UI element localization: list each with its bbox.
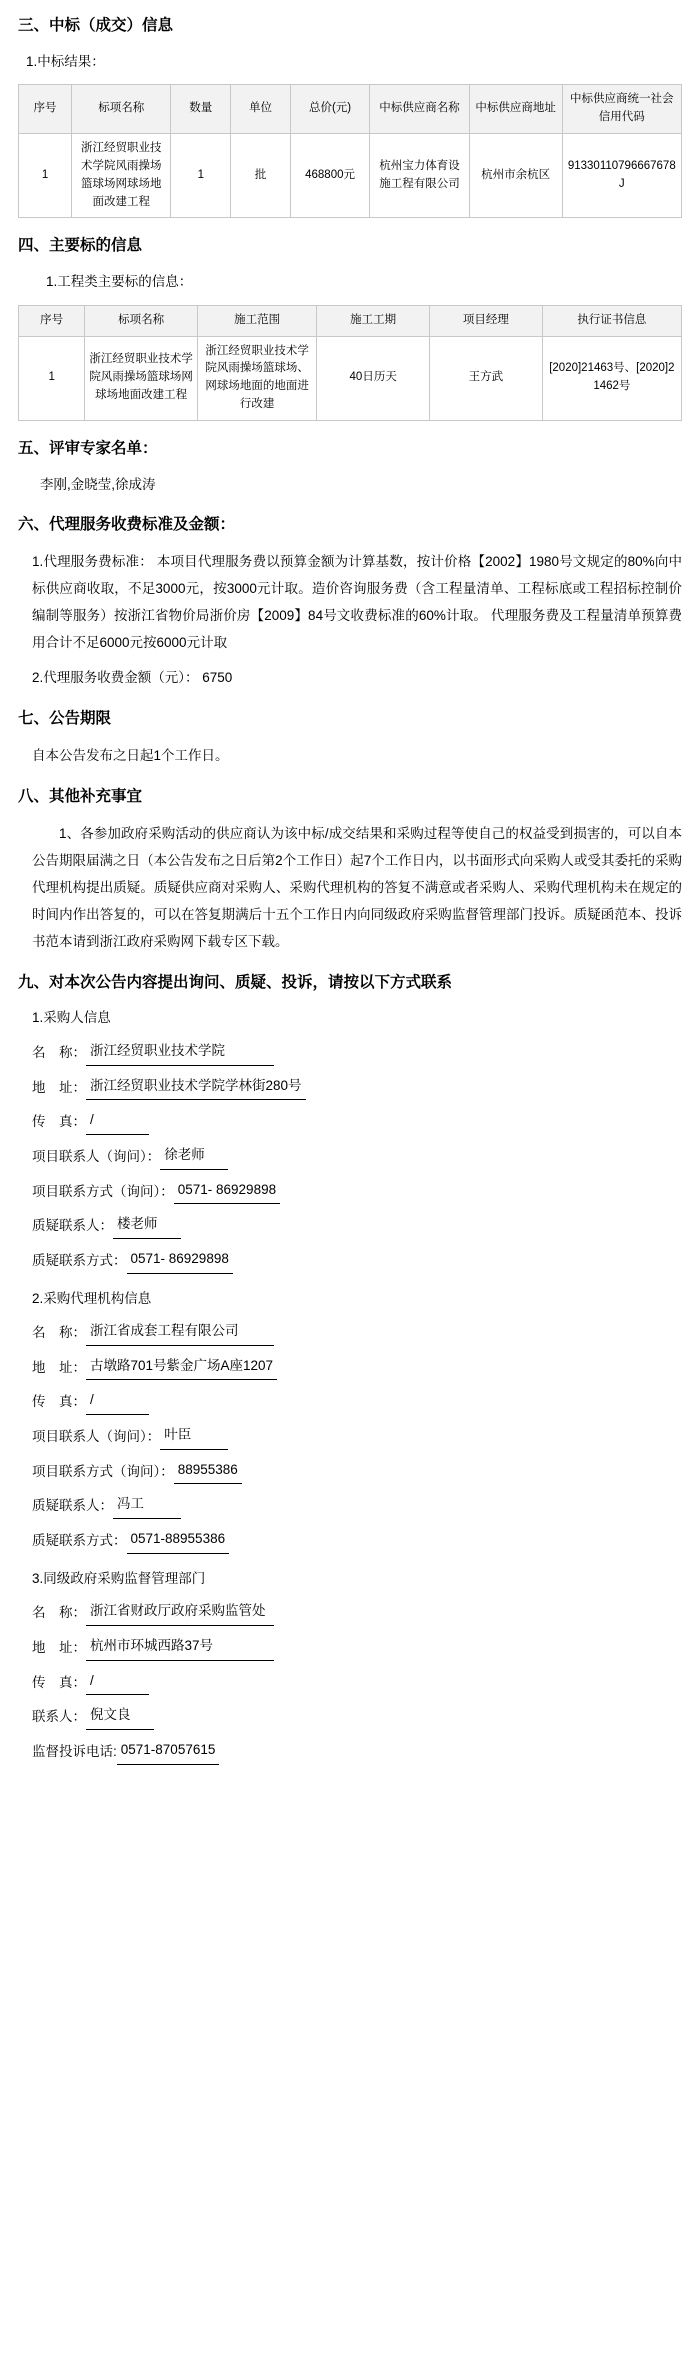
td-supplier-name: 杭州宝力体育设施工程有限公司	[370, 134, 469, 218]
purchaser-name-line	[32, 1038, 682, 1066]
agency-project-phone-value: 88955386	[174, 1457, 242, 1485]
agency-name-label: 名 称：	[32, 1325, 86, 1341]
purchaser-name-label: 名 称：	[32, 1045, 86, 1061]
th-project-manager: 项目经理	[430, 305, 543, 336]
purchaser-fax-line	[32, 1107, 682, 1135]
subheading-agency-info: 2.采购代理机构信息	[32, 1290, 152, 1306]
section-heading-review-experts: 五、评审专家名单：	[18, 439, 158, 457]
supervisor-contact-line	[32, 1702, 682, 1730]
th-supplier-name: 中标供应商名称	[370, 85, 469, 134]
agency-project-contact-value: 叶臣	[160, 1422, 228, 1450]
td-quantity: 1	[171, 134, 231, 218]
th-quantity: 数量	[171, 85, 231, 134]
supervisor-complaint-phone-line	[32, 1737, 682, 1765]
purchaser-address-value: 浙江经贸职业技术学院学林街280号	[86, 1073, 306, 1101]
agency-contact-block	[32, 1318, 682, 1553]
agency-name-line	[32, 1318, 682, 1346]
purchaser-challenge-phone-value: 0571- 86929898	[127, 1246, 233, 1274]
subheading-purchaser-info: 1.采购人信息	[32, 1010, 111, 1026]
section-heading-contact: 九、对本次公告内容提出询问、质疑、投诉，请按以下方式联系	[18, 973, 453, 991]
td-unit: 批	[231, 134, 291, 218]
section-heading-award-info: 三、中标（成交）信息	[18, 17, 174, 34]
agency-challenge-contact-value: 冯工	[113, 1491, 181, 1519]
th-construction-scope: 施工范围	[198, 305, 317, 336]
th-construction-duration: 施工工期	[317, 305, 430, 336]
agency-project-phone-label: 项目联系方式（询问）：	[32, 1463, 174, 1479]
purchaser-project-phone-label: 项目联系方式（询问）：	[32, 1183, 174, 1199]
supervisor-contact-value: 倪文良	[86, 1702, 154, 1730]
agency-address-value: 古墩路701号紫金广场A座1207	[86, 1353, 277, 1381]
subheading-award-result: 1.中标结果：	[26, 53, 105, 69]
table-header-row	[19, 305, 682, 336]
agency-address-line	[32, 1353, 682, 1381]
th-supplier-credit-code: 中标供应商统一社会信用代码	[562, 85, 681, 134]
purchaser-challenge-contact-value: 楼老师	[113, 1211, 181, 1239]
agency-challenge-phone-value: 0571-88955386	[127, 1526, 230, 1554]
td-supplier-credit-code: 91330110796667678J	[562, 134, 681, 218]
td-project-manager: 王方武	[430, 336, 543, 420]
agency-project-contact-label: 项目联系人（询问）：	[32, 1429, 161, 1445]
supervisor-complaint-phone-value: 0571-87057615	[117, 1737, 220, 1765]
purchaser-challenge-phone-label: 质疑联系方式：	[32, 1252, 127, 1268]
td-construction-duration: 40日历天	[317, 336, 430, 420]
subheading-supervisor-info: 3.同级政府采购监督管理部门	[32, 1570, 206, 1586]
purchaser-contact-block	[32, 1038, 682, 1273]
th-total-price: 总价(元)	[290, 85, 370, 134]
agency-project-phone-line	[32, 1457, 682, 1485]
th-item-name: 标项名称	[72, 85, 171, 134]
supervisor-name-value: 浙江省财政厅政府采购监管处	[86, 1598, 274, 1626]
agency-name-value: 浙江省成套工程有限公司	[86, 1318, 274, 1346]
section-heading-main-subject: 四、主要标的信息	[18, 237, 143, 255]
td-construction-scope: 浙江经贸职业技术学院风雨操场篮球场、网球场地面的地面进行改建	[198, 336, 317, 420]
supplementary-text: 1、各参加政府采购活动的供应商认为该中标/成交结果和采购过程等使自己的权益受到损害的，可以自本公告期限届满之日（本公告发布之日后第2个工作日）起7个工作日内，以书面形式向采购人或受其委托的采购代理机构提出质疑。质疑供应商对采购人、采购代理机构的答复不满意或者采购人、采购代理机构未在规定的时间内作出答复的，可以在答复期满后十五个工作日内向同级政府采购监督管理部门投诉。质疑函范本、投诉书范本请到浙江政府采购网下载专区下载。	[32, 825, 682, 949]
supervisor-name-label: 名 称：	[32, 1605, 86, 1621]
purchaser-project-contact-label: 项目联系人（询问）：	[32, 1149, 161, 1164]
td-item-name: 浙江经贸职业技术学院风雨操场篮球场网球场地面改建工程	[85, 336, 198, 420]
agency-challenge-phone-line	[32, 1526, 682, 1554]
main-subject-table	[18, 305, 682, 421]
agency-fee-standard-text: 1.代理服务费标准： 本项目代理服务费以预算金额为计算基数，按计价格【2002】1980号文规定的80%向中标供应商收取，不足3000元，按3000元计取。造价咨询服务费（含工程量清单、工程标底或工程招标控制价编制等服务）按浙江省物价局浙价房【2009】84号文收费标准的60%计取。 代理服务费及工程量清单预算费用合计不足6000元按6000元计取	[32, 554, 682, 651]
section-heading-supplementary: 八、其他补充事宜	[18, 787, 143, 805]
purchaser-challenge-contact-line	[32, 1211, 682, 1239]
supervisor-fax-value: /	[86, 1668, 149, 1696]
td-item-name: 浙江经贸职业技术学院风雨操场篮球场网球场地面改建工程	[72, 134, 171, 218]
supervisor-address-line	[32, 1633, 682, 1661]
table-row	[19, 134, 682, 218]
td-no: 1	[19, 134, 72, 218]
table-header-row	[19, 85, 682, 134]
th-item-name: 标项名称	[85, 305, 198, 336]
td-supplier-address: 杭州市余杭区	[469, 134, 562, 218]
purchaser-address-label: 地 址：	[32, 1079, 86, 1095]
subheading-construction-subject: 1.工程类主要标的信息：	[46, 274, 193, 290]
supervisor-contact-label: 联系人：	[32, 1709, 86, 1725]
review-experts-list: 李刚,金晓莹,徐成涛	[40, 476, 156, 492]
section-heading-announcement-period: 七、公告期限	[18, 710, 112, 728]
agency-fax-line	[32, 1387, 682, 1415]
purchaser-project-contact-value: 徐老师	[160, 1142, 228, 1170]
agency-address-label: 地 址：	[32, 1359, 86, 1375]
agency-challenge-contact-line	[32, 1491, 682, 1519]
th-supplier-address: 中标供应商地址	[469, 85, 562, 134]
supervisor-name-line	[32, 1598, 682, 1626]
purchaser-challenge-phone-line	[32, 1246, 682, 1274]
supervisor-address-label: 地 址：	[32, 1639, 86, 1655]
th-no: 序号	[19, 85, 72, 134]
agency-fax-label: 传 真：	[32, 1394, 86, 1410]
purchaser-project-phone-value: 0571- 86929898	[174, 1177, 280, 1205]
announcement-period-text: 自本公告发布之日起1个工作日。	[32, 747, 229, 763]
td-certificate-info: [2020]21463号、[2020]21462号	[542, 336, 681, 420]
agency-fax-value: /	[86, 1387, 149, 1415]
table-row	[19, 336, 682, 420]
agency-project-contact-line	[32, 1422, 682, 1450]
section-heading-agency-fee: 六、代理服务收费标准及金额：	[18, 516, 236, 534]
agency-challenge-contact-label: 质疑联系人：	[32, 1498, 113, 1514]
supervisor-complaint-phone-label: 监督投诉电话:	[32, 1743, 117, 1759]
purchaser-fax-label: 传 真：	[32, 1114, 86, 1130]
award-result-table	[18, 84, 682, 218]
agency-fee-amount-text: 2.代理服务收费金额（元）： 6750	[32, 670, 233, 686]
th-no: 序号	[19, 305, 85, 336]
td-no: 1	[19, 336, 85, 420]
agency-challenge-phone-label: 质疑联系方式：	[32, 1533, 127, 1549]
purchaser-project-contact-line	[32, 1142, 682, 1170]
purchaser-name-value: 浙江经贸职业技术学院	[86, 1038, 274, 1066]
purchaser-fax-value: /	[86, 1107, 149, 1135]
td-total-price: 468800元	[290, 134, 370, 218]
th-certificate-info: 执行证书信息	[542, 305, 681, 336]
purchaser-address-line	[32, 1073, 682, 1101]
th-unit: 单位	[231, 85, 291, 134]
supervisor-fax-label: 传 真：	[32, 1674, 86, 1690]
supervisor-address-value: 杭州市环城西路37号	[86, 1633, 274, 1661]
supervisor-fax-line	[32, 1668, 682, 1696]
purchaser-project-phone-line	[32, 1177, 682, 1205]
purchaser-challenge-contact-label: 质疑联系人：	[32, 1218, 113, 1234]
supervisor-contact-block	[32, 1598, 682, 1764]
